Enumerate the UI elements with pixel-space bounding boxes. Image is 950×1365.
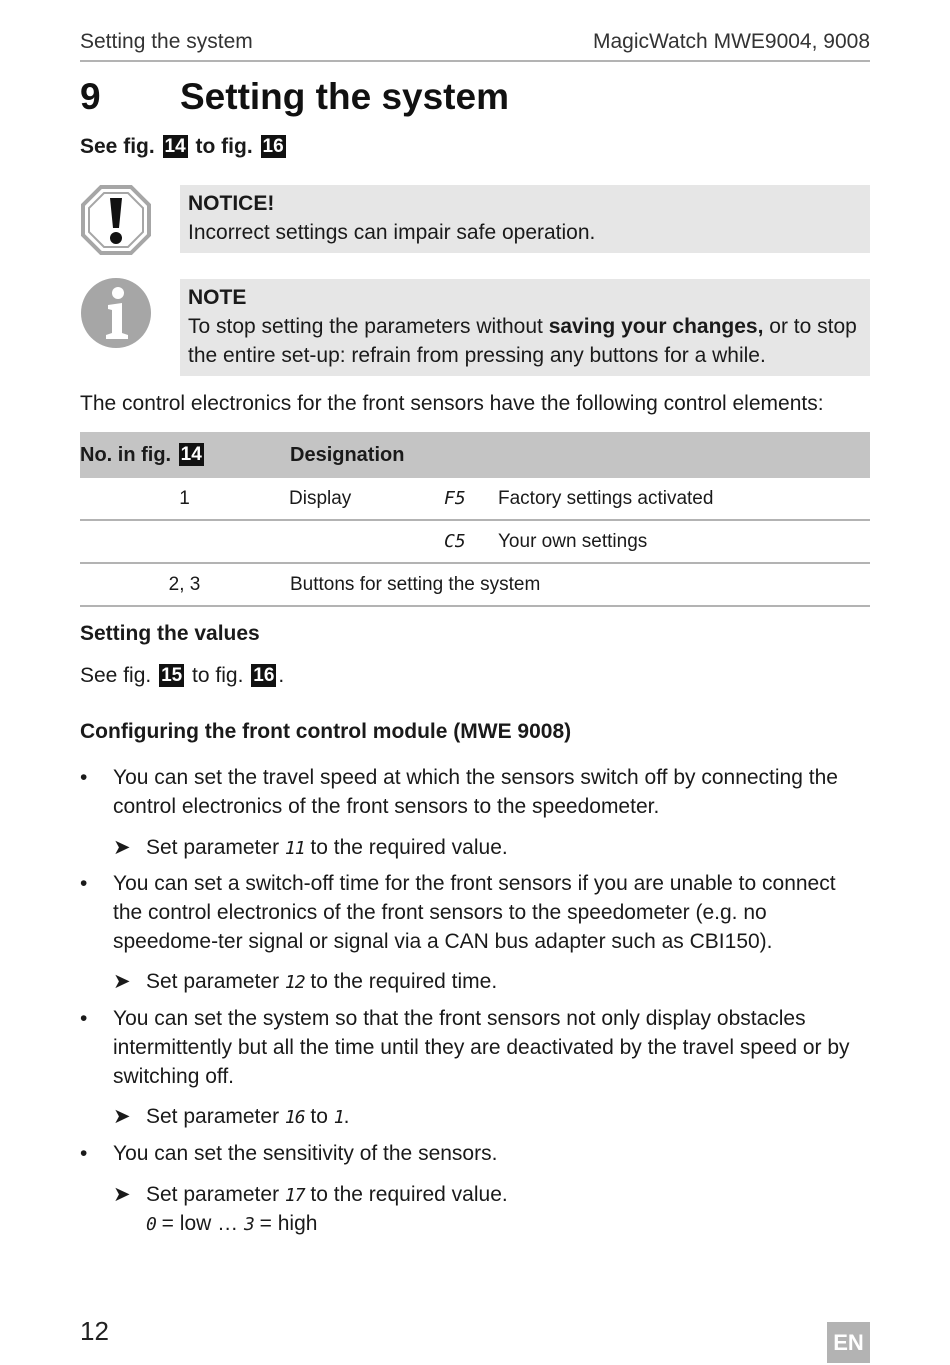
range-text: = high	[253, 1212, 318, 1235]
bullet-icon: •	[80, 1007, 88, 1030]
step-text: to the required value.	[304, 836, 508, 859]
note-box	[180, 279, 870, 376]
intro-text: The control electronics for the front sensors have the following control elements:	[80, 392, 824, 415]
cell-designation	[289, 520, 443, 563]
cell-number	[80, 520, 289, 563]
step-text: Set parameter	[146, 1183, 285, 1206]
list-item	[80, 869, 870, 956]
step-text: to the required value.	[304, 1183, 508, 1206]
see-figures	[80, 135, 288, 159]
header-product: MagicWatch MWE9004, 9008	[592, 30, 870, 53]
table-row	[80, 563, 870, 606]
to-fig-text: to fig.	[195, 135, 253, 158]
bullet-icon: •	[80, 766, 88, 789]
page-number: 12	[80, 1316, 109, 1346]
control-elements-table	[80, 432, 870, 607]
list-item-text: You can set the system so that the front sensors not only display obstacles intermittently but all the time until they are deactivated by the travel speed or by switching off.	[113, 1007, 850, 1088]
note-text-part: or to stop the entire set-up: refrain from pressing any buttons for a while.	[188, 315, 857, 367]
arrow-right-icon: ➤	[113, 1183, 131, 1206]
table-header-row	[80, 432, 870, 478]
step-text: to the required time.	[304, 970, 498, 993]
notice-title: NOTICE!	[188, 192, 275, 215]
values-see-figures	[80, 664, 284, 688]
step-text: Set parameter	[146, 836, 285, 859]
table-row	[80, 478, 870, 520]
period: .	[343, 1105, 350, 1128]
exclamation-octagon-icon	[80, 184, 152, 256]
page-header	[80, 28, 870, 62]
see-fig-text: See fig.	[80, 664, 152, 687]
see-fig-text: See fig.	[80, 135, 155, 158]
section-heading-config: Configuring the front control module (MWE 9008)	[80, 720, 572, 743]
cell-meaning: Your own settings	[497, 520, 870, 563]
cell-display-code: F5	[443, 478, 497, 520]
col-number-header	[80, 432, 289, 478]
parameter-value: 0	[146, 1214, 156, 1235]
cell-display-code: C5	[443, 520, 497, 563]
arrow-right-icon: ➤	[113, 836, 131, 859]
instruction-step	[113, 1181, 508, 1239]
col-number-label: No. in fig.	[80, 444, 172, 466]
notice-text: Incorrect settings can impair safe operation.	[188, 221, 596, 244]
parameter-number: 11	[284, 838, 305, 859]
list-item-text: You can set the sensitivity of the sensors.	[113, 1142, 498, 1165]
cell-number: 2, 3	[80, 563, 289, 606]
parameter-value: 3	[243, 1214, 254, 1235]
cell-meaning: Factory settings activated	[497, 478, 870, 520]
to-fig-text: to fig.	[192, 664, 244, 687]
range-text: = low …	[155, 1212, 244, 1235]
figure-ref: 14	[180, 444, 202, 465]
note-title: NOTE	[188, 286, 247, 309]
step-text: Set parameter	[146, 1105, 285, 1128]
arrow-right-icon: ➤	[113, 1105, 131, 1128]
list-item	[80, 1004, 870, 1091]
chapter-number: 9	[80, 76, 101, 117]
instruction-step	[113, 1103, 349, 1132]
parameter-value: 1	[333, 1107, 344, 1128]
figure-ref: 14	[164, 136, 186, 157]
note-text	[188, 312, 862, 370]
info-circle-icon	[80, 277, 152, 349]
bullet-icon: •	[80, 872, 88, 895]
period: .	[278, 664, 285, 687]
list-item-text: You can set a switch-off time for the front sensors if you are unable to connect the control electronics of the front sensors to the speedometer (e.g. no speedome-ter signal or signal via a CAN bus adapter such as CBI150).	[113, 872, 836, 953]
arrow-right-icon: ➤	[113, 970, 131, 993]
col-designation-header: Designation	[289, 432, 870, 478]
chapter-title	[80, 76, 509, 118]
figure-ref: 15	[161, 665, 183, 686]
list-item	[80, 1139, 870, 1168]
cell-number: 1	[80, 478, 289, 520]
step-text: to	[304, 1105, 334, 1128]
chapter-heading: Setting the system	[180, 76, 509, 117]
notice-box	[180, 185, 870, 253]
instruction-step	[113, 834, 508, 863]
note-text-part: To stop setting the parameters without	[188, 315, 549, 338]
cell-designation: Buttons for setting the system	[289, 563, 870, 606]
figure-ref: 16	[253, 665, 275, 686]
parameter-number: 17	[284, 1185, 305, 1206]
parameter-number: 12	[284, 972, 305, 993]
cell-designation: Display	[289, 478, 443, 520]
step-text: Set parameter	[146, 970, 285, 993]
header-section: Setting the system	[80, 30, 253, 53]
list-item-text: You can set the travel speed at which the sensors switch off by connecting the control electronics of the front sensors to the speedometer.	[113, 766, 838, 818]
note-text-bold: saving your changes,	[548, 315, 764, 338]
parameter-number: 16	[284, 1107, 305, 1128]
list-item	[80, 763, 870, 821]
bullet-icon: •	[80, 1142, 88, 1165]
language-badge: EN	[827, 1322, 870, 1363]
figure-ref: 16	[262, 136, 284, 157]
section-heading-values: Setting the values	[80, 622, 260, 645]
instruction-step	[113, 968, 497, 997]
table-row	[80, 520, 870, 563]
